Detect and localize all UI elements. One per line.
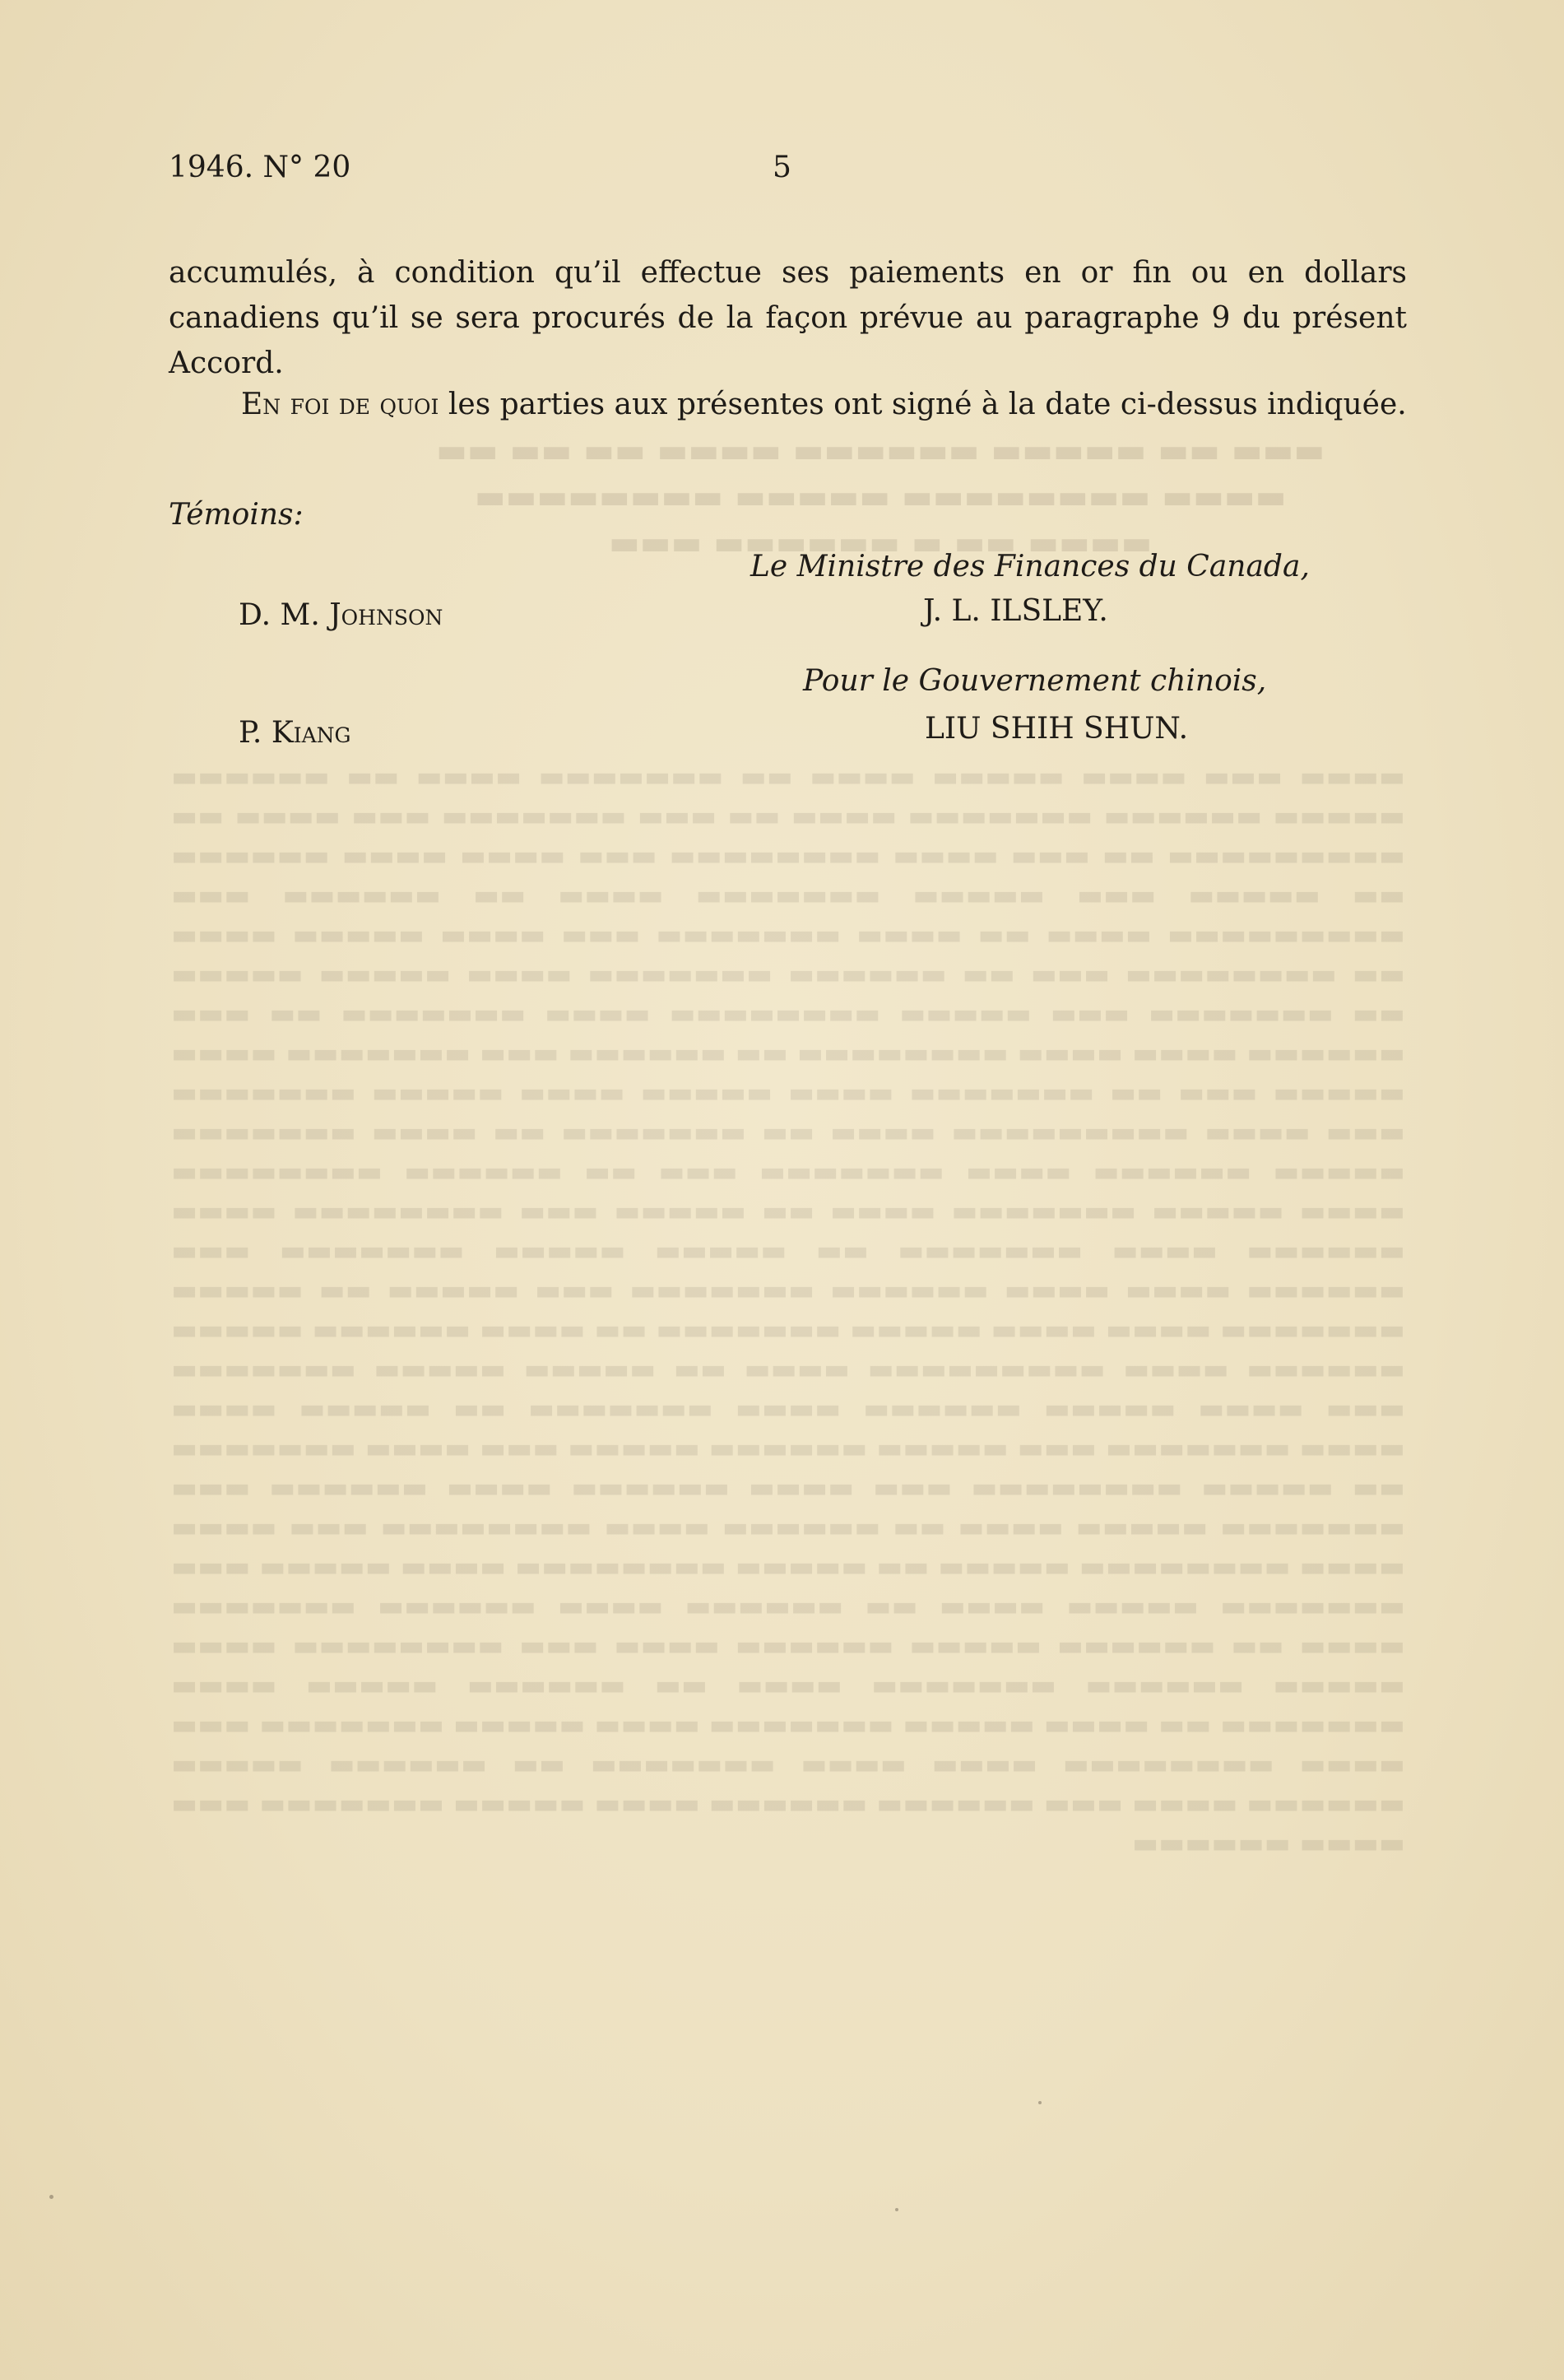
paper-speck	[1038, 2101, 1042, 2104]
page-header	[169, 151, 1403, 192]
body-paragraph: accumulés, à condition qu’il effectue ses paiements en or fin ou en dollars canadiens qu’il se sera procurés de la façon prévue au paragraphe 9 du présent Accord.	[169, 256, 1407, 380]
china-signatory-name: LIU SHIH SHUN.	[925, 712, 1189, 746]
paper-speck	[49, 2195, 53, 2199]
closing-paragraph	[169, 382, 1407, 427]
china-signatory-title: Pour le Gouvernement chinois,	[803, 664, 1267, 698]
witness-name-1: D. M. Johnson	[239, 598, 443, 632]
header-citation: 1946. N° 20	[169, 151, 351, 184]
reverse-show-through-heading: ▬▬▬ ▬▬ ▬▬▬▬▬ ▬▬▬▬▬▬ ▬▬▬▬ ▬▬ ▬▬ ▬▬ ▬▬▬▬ ▬▬▬▬▬▬▬▬ ▬▬▬▬▬ ▬▬▬▬▬▬▬▬ ▬▬▬▬ ▬▬ ▬ ▬▬▬▬▬▬ ▬▬▬	[435, 431, 1325, 562]
closing-rest: les parties aux présentes ont signé à la date ci-dessus indiquée.	[439, 388, 1407, 421]
closing-lead: En foi de quoi	[241, 388, 439, 421]
witnesses-label: Témoins:	[169, 498, 304, 532]
reverse-show-through-text: ▬▬▬▬ ▬▬▬ ▬▬▬▬ ▬▬▬▬▬ ▬▬▬▬ ▬▬ ▬▬▬▬▬▬▬ ▬▬▬▬ ▬▬ ▬▬▬▬▬▬ ▬▬▬▬▬ ▬▬▬▬▬▬ ▬▬▬▬▬▬▬ ▬▬▬▬ ▬▬ ▬▬▬ ▬▬▬▬▬▬▬ ▬▬▬ ▬▬▬▬ ▬▬ ▬▬▬▬▬▬▬▬▬ ▬▬ ▬▬▬ ▬▬▬▬ ▬▬▬▬▬▬▬▬ ▬▬▬ ▬▬▬▬ ▬▬▬▬ ▬▬▬▬▬▬ ▬▬ ▬▬▬▬▬ ▬▬▬ ▬▬▬▬▬ ▬▬▬▬▬▬▬ ▬▬▬▬ ▬▬ ▬▬▬▬▬▬ ▬▬▬ ▬▬▬▬▬▬▬▬▬ ▬▬▬▬ ▬▬ ▬▬▬▬ ▬▬▬▬▬▬▬ ▬▬▬ ▬▬▬▬ ▬▬▬▬▬ ▬▬▬▬ ▬▬ ▬▬▬▬▬▬▬▬ ▬▬▬ ▬▬ ▬▬▬▬▬▬ ▬▬▬▬▬▬▬ ▬▬▬▬ ▬▬▬▬▬ ▬▬▬▬▬ ▬▬ ▬▬▬▬▬▬▬ ▬▬▬ ▬▬▬▬▬ ▬▬▬▬▬▬▬▬ ▬▬▬▬ ▬▬▬▬▬▬▬ ▬▬ ▬▬▬ ▬▬▬▬▬▬ ▬▬▬▬ ▬▬▬▬ ▬▬▬▬▬▬▬▬ ▬▬ ▬▬▬▬▬▬ ▬▬▬ ▬▬▬▬▬▬▬ ▬▬▬▬ ▬▬▬▬▬ ▬▬▬ ▬▬ ▬▬▬▬▬▬▬ ▬▬▬▬ ▬▬▬▬▬ ▬▬▬▬ ▬▬▬▬▬ ▬▬▬▬▬▬▬ ▬▬▬ ▬▬▬▬ ▬▬▬▬▬▬▬▬▬ ▬▬▬▬ ▬▬ ▬▬▬▬▬▬▬ ▬▬ ▬▬▬▬ ▬▬▬▬▬▬▬ ▬▬▬▬▬ ▬▬▬▬▬▬ ▬▬▬▬ ▬▬▬▬▬▬▬ ▬▬▬ ▬▬ ▬▬▬▬▬▬ ▬▬▬▬▬▬▬▬ ▬▬▬▬ ▬▬▬▬▬ ▬▬▬▬▬▬▬ ▬▬▬▬ ▬▬ ▬▬▬▬▬ ▬▬▬ ▬▬▬▬▬▬▬▬ ▬▬▬▬ ▬▬▬▬▬▬ ▬▬▬▬ ▬▬▬▬▬▬▬ ▬▬ ▬▬▬▬▬ ▬▬▬▬▬ ▬▬▬▬▬▬▬ ▬▬▬ ▬▬▬▬▬▬ ▬▬▬▬ ▬▬▬▬ ▬▬▬▬▬▬ ▬▬▬▬▬▬▬ ▬▬▬ ▬▬▬▬▬ ▬▬ ▬▬▬▬▬ ▬▬▬▬▬▬▬ ▬▬▬▬ ▬▬▬▬ ▬▬▬▬▬ ▬▬▬▬▬▬▬ ▬▬ ▬▬▬▬ ▬▬▬▬▬▬ ▬▬▬▬▬ ▬▬▬▬▬▬ ▬▬▬▬ ▬▬▬▬▬▬▬▬▬ ▬▬▬▬ ▬▬ ▬▬▬▬▬ ▬▬▬▬▬ ▬▬▬▬▬▬▬ ▬▬▬ ▬▬▬▬ ▬▬▬▬▬ ▬▬▬▬▬▬ ▬▬▬▬ ▬▬▬▬▬▬▬ ▬▬ ▬▬▬▬▬ ▬▬▬▬ ▬▬▬▬ ▬▬▬▬▬▬▬ ▬▬▬ ▬▬▬▬▬ ▬▬▬▬▬▬ ▬▬▬▬▬ ▬▬▬ ▬▬▬▬ ▬▬▬▬▬▬▬ ▬▬ ▬▬▬▬▬ ▬▬▬▬▬▬▬▬ ▬▬▬ ▬▬▬▬ ▬▬▬▬▬▬ ▬▬▬▬ ▬▬▬▬▬▬ ▬▬▬ ▬▬▬▬▬▬▬ ▬▬▬▬▬ ▬▬▬▬ ▬▬ ▬▬▬▬▬▬ ▬▬▬▬ ▬▬▬▬▬▬▬▬ ▬▬▬ ▬▬▬▬ ▬▬▬▬ ▬▬▬▬▬▬▬▬ ▬▬▬▬▬ ▬▬ ▬▬▬▬▬ ▬▬▬▬▬▬▬▬ ▬▬▬▬ ▬▬▬▬▬ ▬▬▬ ▬▬▬▬▬▬▬ ▬▬▬▬▬ ▬▬▬▬ ▬▬ ▬▬▬▬▬▬ ▬▬▬▬ ▬▬▬▬▬▬ ▬▬▬▬▬▬▬ ▬▬▬▬ ▬▬ ▬▬▬▬▬▬ ▬▬▬▬▬ ▬▬▬▬▬▬ ▬▬▬▬ ▬▬▬ ▬▬▬▬▬▬▬▬ ▬▬▬▬ ▬▬▬▬▬ ▬▬▬▬▬▬ ▬▬▬▬▬▬▬ ▬▬▬▬ ▬▬ ▬▬▬▬▬▬ ▬▬▬▬▬ ▬▬▬▬ ▬▬▬▬▬▬▬ ▬▬ ▬▬▬▬ ▬▬▬▬▬ ▬▬▬▬▬▬▬ ▬▬▬▬ ▬▬▬▬▬ ▬▬▬▬▬▬▬ ▬▬▬ ▬▬▬▬ ▬▬▬▬▬▬▬▬ ▬▬▬▬ ▬▬▬▬ ▬▬▬▬▬▬▬ ▬▬ ▬▬▬▬▬▬ ▬▬▬▬▬ ▬▬▬▬▬▬ ▬▬▬▬ ▬▬▬ ▬▬▬▬▬▬ ▬▬▬▬▬▬ ▬▬▬▬ ▬▬▬▬▬ ▬▬▬▬▬▬▬ ▬▬▬ ▬▬▬▬ ▬▬▬▬▬▬	[171, 760, 1405, 1860]
canada-signatory-name: J. L. ILSLEY.	[923, 594, 1108, 628]
page-number: 5	[773, 151, 791, 184]
canada-signatory-title: Le Ministre des Finances du Canada,	[750, 550, 1310, 583]
witness-name-2: P. Kiang	[239, 716, 351, 750]
paper-speck	[895, 2208, 898, 2211]
